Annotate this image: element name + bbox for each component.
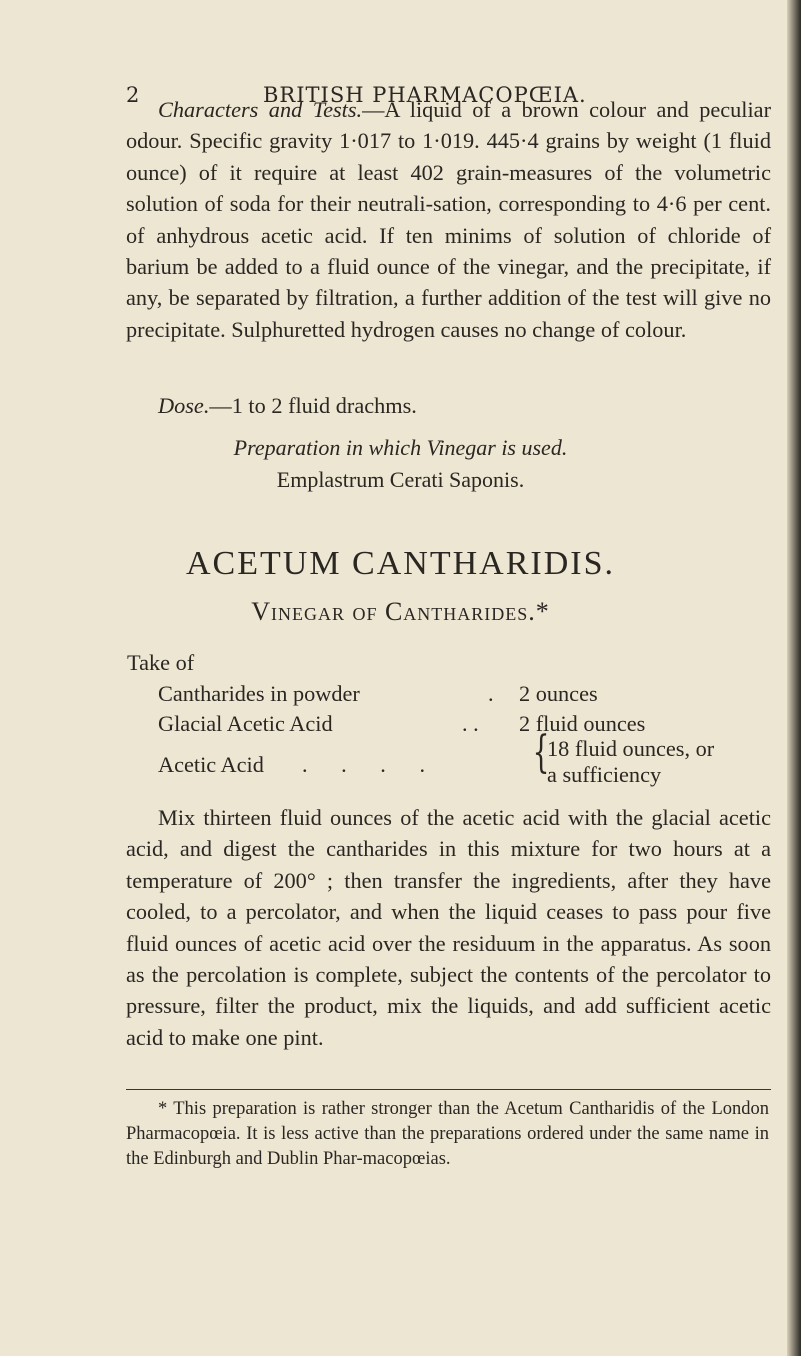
ingredient-amount-line1: 18 fluid ounces, or	[547, 736, 715, 761]
ingredient-amount: 2 fluid ounces	[519, 711, 646, 736]
running-title: BRITISH PHARMACOPŒIA.	[263, 83, 587, 107]
ingredient-amount-line2: a sufficiency	[547, 762, 662, 787]
ingredient-dots: . .	[462, 711, 479, 736]
dose-heading: Dose.	[158, 393, 210, 418]
preparation-title: Preparation in which Vinegar is used.	[233, 435, 568, 460]
ingredient-dots: . . . .	[302, 752, 440, 777]
method-paragraph: Mix thirteen fluid ounces of the acetic acid with the glacial acetic acid, and digest the cantharides in this mixture for two hours at a temperature of 200° ; then transfer the ingredients, after they have cooled, to a percolator, and when the liquid ceases to pass pour five fluid ounces of acetic acid over the residuum in the apparatus. As soon as the percolation is complete, subject the contents of the percolator to pressure, filter the product, mix the liquids, and add sufficient acetic acid to make one pint.	[126, 805, 771, 1050]
curly-brace-icon: {	[532, 727, 550, 778]
dose-text: —1 to 2 fluid drachms.	[209, 393, 417, 418]
characters-text: —A liquid of a brown colour and peculiar odour. Specific gravity 1·017 to 1·019. 445·4 grains by weight (1 fluid ounce) of it require at least 402 grain-measures of the volumetric solution of soda for their neutrali-sation, corresponding to 4·6 per cent. of anhydrous acetic acid. If ten minims of solution of chloride of barium be added to a fluid ounce of the vinegar, and the precipitate, if any, be separated by filtration, a further addition of the test will give no precipitate. Sulphuretted hydrogen causes no change of colour.	[126, 97, 771, 342]
page-number: 2	[126, 83, 141, 107]
preparation-item: Emplastrum Cerati Saponis.	[276, 467, 525, 492]
page-edge-shadow	[787, 0, 801, 1356]
footnote-divider	[126, 1089, 771, 1090]
ingredient-name: Acetic Acid	[158, 752, 264, 777]
ingredient-amount: 2 ounces	[519, 681, 598, 706]
footnote: * This preparation is rather stronger than the Acetum Cantharidis of the London Pharmacopœia. It is less active than the preparations ordered under the same name in the Edinburgh and Dublin Phar-macopœias.	[126, 1099, 769, 1169]
ingredient-name: Glacial Acetic Acid	[158, 711, 333, 736]
take-of-label: Take of	[127, 650, 195, 675]
characters-paragraph	[126, 94, 771, 345]
ingredient-name: Cantharides in powder	[158, 681, 360, 706]
ingredient-dots: .	[488, 681, 494, 706]
dose-paragraph	[158, 390, 768, 421]
article-subtitle: Vinegar of Cantharides.*	[251, 597, 550, 626]
characters-heading: Characters and Tests.	[158, 97, 363, 122]
article-title: ACETUM CANTHARIDIS.	[186, 545, 615, 582]
